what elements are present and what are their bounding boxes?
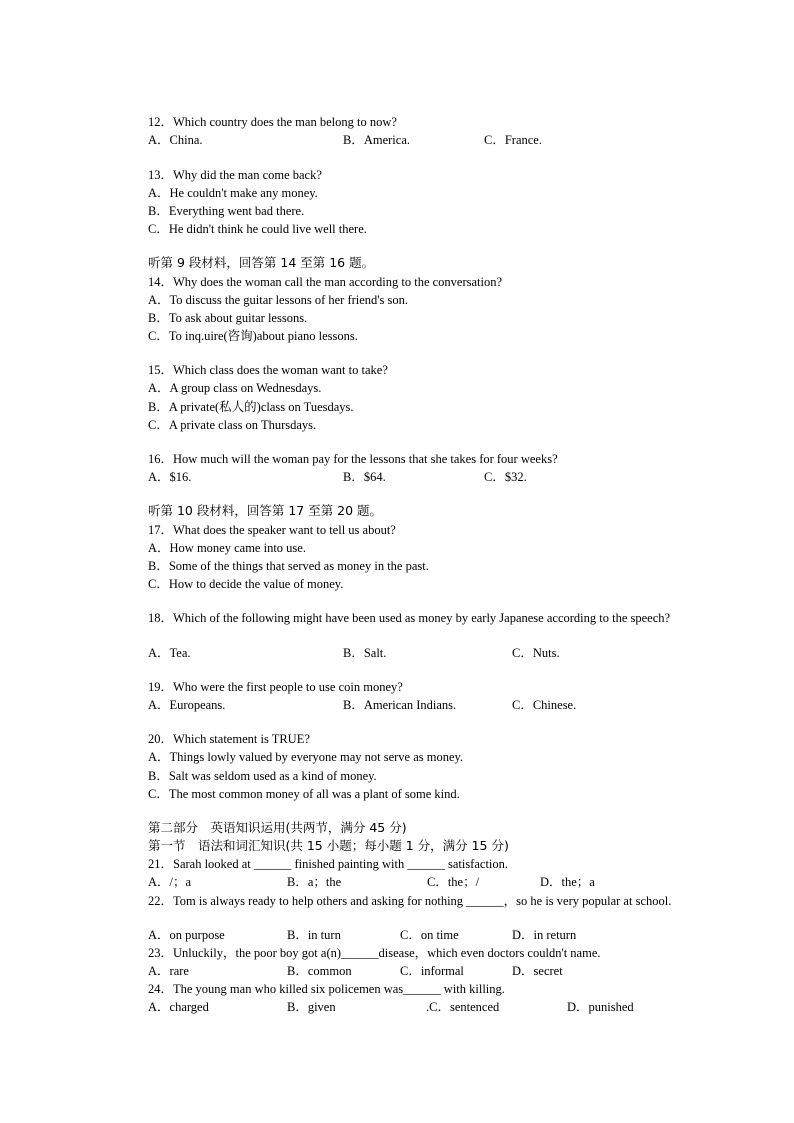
q24-option-b: B．given [287,1000,336,1014]
q19-option-b: B．American Indians. [343,698,457,712]
q15-option-a: A．A group class on Wednesdays. [148,381,322,395]
q16-stem: 16．How much will the woman pay for the lessons that she takes for four weeks? [148,452,558,466]
q19-stem: 19．Who were the first people to use coin money? [148,680,403,694]
q21-option-c: C．the；/ [427,875,480,889]
q13-option-a: A．He couldn't make any money. [148,186,318,200]
q16-option-c: C．$32. [484,470,527,484]
q23-option-b: B．common [287,964,352,978]
q21-option-d: D．the；a [540,875,595,889]
q22-option-d: D．in return [512,928,577,942]
q15-stem: 15．Which class does the woman want to take? [148,363,388,377]
q23-option-a: A．rare [148,964,189,978]
q16-option-b: B．$64. [343,470,386,484]
q19-option-c: C．Chinese. [512,698,577,712]
part-2-section-1-heading: 第一节 语法和词汇知识(共 15 小题；每小题 1 分，满分 15 分) [148,838,509,853]
q21-option-a: A．/；a [148,875,192,889]
q12-stem: 12．Which country does the man belong to now? [148,115,397,129]
q20-option-a: A．Things lowly valued by everyone may not serve as money. [148,750,464,764]
q18-option-a: A．Tea. [148,646,191,660]
q17-option-a: A．How money came into use. [148,541,306,555]
q24-option-d: D．punished [567,1000,634,1014]
q18-option-c: C．Nuts. [512,646,560,660]
q23-stem: 23．Unluckily，the poor boy got a(n)______disease，which even doctors couldn't name. [148,946,601,960]
q15-option-c: C．A private class on Thursdays. [148,418,317,432]
q20-stem: 20．Which statement is TRUE? [148,732,310,746]
q16-option-a: A．$16. [148,470,192,484]
q14-option-a: A．To discuss the guitar lessons of her friend's son. [148,293,409,307]
q14-option-b: B．To ask about guitar lessons. [148,311,308,325]
section-9-heading: 听第 9 段材料，回答第 14 至第 16 题。 [148,255,375,270]
q24-option-c: .C．sentenced [426,1000,500,1014]
q22-option-b: B．in turn [287,928,341,942]
q23-option-d: D．secret [512,964,563,978]
q12-option-a: A．China. [148,133,203,147]
q24-stem: 24．The young man who killed six policemen was______ with killing. [148,982,505,996]
q23-option-c: C．informal [400,964,464,978]
section-10-heading: 听第 10 段材料，回答第 17 至第 20 题。 [148,503,383,518]
q14-option-c: C．To inq.uire(咨询)about piano lessons. [148,329,358,343]
q17-option-b: B．Some of the things that served as money in the past. [148,559,429,573]
q21-stem: 21．Sarah looked at ______ finished painting with ______ satisfaction. [148,857,509,871]
q20-option-c: C．The most common money of all was a plant of some kind. [148,787,460,801]
part-2-heading: 第二部分 英语知识运用(共两节，满分 45 分) [148,820,407,835]
q15-option-b: B．A private(私人的)class on Tuesdays. [148,400,354,414]
q18-stem: 18．Which of the following might have been used as money by early Japanese according to the speech? [148,611,671,625]
q20-option-b: B．Salt was seldom used as a kind of money. [148,769,377,783]
q19-option-a: A．Europeans. [148,698,226,712]
q22-option-a: A．on purpose [148,928,225,942]
q14-stem: 14．Why does the woman call the man according to the conversation? [148,275,503,289]
q13-option-c: C．He didn't think he could live well there. [148,222,367,236]
q17-stem: 17．What does the speaker want to tell us about? [148,523,396,537]
q12-option-b: B．America. [343,133,410,147]
q12-option-c: C．France. [484,133,542,147]
q17-option-c: C．How to decide the value of money. [148,577,344,591]
q13-option-b: B．Everything went bad there. [148,204,305,218]
q13-stem: 13．Why did the man come back? [148,168,322,182]
q18-option-b: B．Salt. [343,646,387,660]
q24-option-a: A．charged [148,1000,209,1014]
q22-option-c: C．on time [400,928,459,942]
q21-option-b: B．a；the [287,875,342,889]
q22-stem: 22．Tom is always ready to help others and asking for nothing ______，so he is very popular at school. [148,894,672,908]
